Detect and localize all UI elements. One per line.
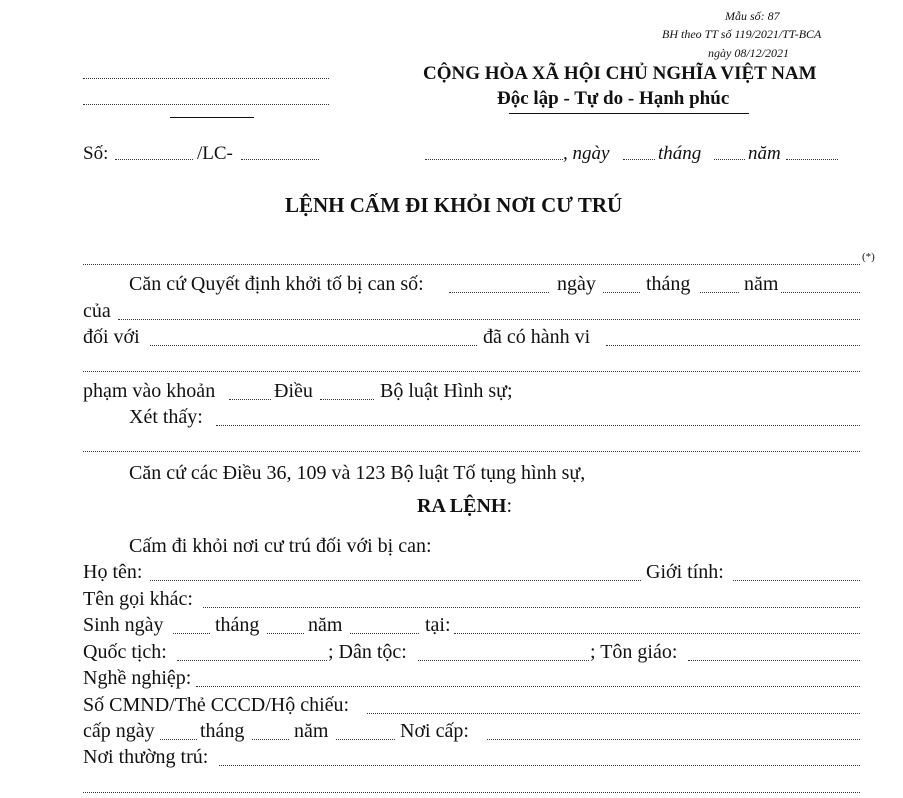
decision-day-field[interactable] (603, 292, 640, 293)
decision-year-field[interactable] (781, 292, 860, 293)
date-month-field[interactable] (714, 159, 745, 160)
issue-day-field[interactable] (160, 739, 197, 740)
occupation-field[interactable] (196, 686, 860, 687)
order-heading-text: RA LỆNH (417, 495, 507, 517)
birth-place-label: tại: (425, 614, 451, 636)
full-name-label: Họ tên: (83, 561, 143, 583)
permanent-residence-field[interactable] (219, 765, 860, 766)
clause-label: phạm vào khoản (83, 380, 216, 402)
against-field[interactable] (150, 345, 477, 346)
decision-month-label: tháng (646, 273, 691, 295)
alias-label: Tên gọi khác: (83, 588, 193, 610)
number-label: Số: (83, 143, 109, 164)
considering-label: Xét thấy: (129, 406, 203, 428)
date-day-label: , ngày (563, 143, 610, 164)
behavior-label: đã có hành vi (483, 326, 591, 348)
birth-year-field[interactable] (350, 633, 419, 634)
lc-suffix-field[interactable] (241, 159, 319, 160)
decision-day-label: ngày (557, 273, 596, 295)
gender-field[interactable] (733, 580, 860, 581)
date-year-label: năm (748, 143, 781, 164)
nation-heading: CỘNG HÒA XÃ HỘI CHỦ NGHĨA VIỆT NAM (423, 63, 817, 84)
date-year-field[interactable] (786, 159, 838, 160)
issuer-line[interactable] (83, 264, 860, 265)
id-number-field[interactable] (367, 713, 860, 714)
motto-underline (509, 113, 749, 114)
religion-field[interactable] (688, 660, 860, 661)
legal-basis-text: Căn cứ các Điều 36, 109 và 123 Bộ luật Tố tụng hình sự, (129, 462, 586, 484)
issue-month-field[interactable] (252, 739, 289, 740)
against-label: đối với (83, 326, 140, 348)
decision-year-label: năm (744, 273, 779, 295)
prohibition-text: Cấm đi khỏi nơi cư trú đối với bị can: (129, 535, 432, 557)
of-label: của (83, 300, 111, 322)
permanent-residence-label: Nơi thường trú: (83, 746, 209, 768)
issue-year-field[interactable] (336, 739, 395, 740)
birth-day-label: Sinh ngày (83, 614, 164, 636)
motto: Độc lập - Tự do - Hạnh phúc (497, 88, 730, 109)
ethnicity-label: ; Dân tộc: (328, 641, 407, 663)
alias-field[interactable] (203, 607, 860, 608)
occupation-label: Nghề nghiệp: (83, 667, 192, 689)
criminal-code-label: Bộ luật Hình sự; (380, 380, 513, 402)
birth-month-label: tháng (215, 614, 260, 636)
nationality-label: Quốc tịch: (83, 641, 167, 663)
considering-field[interactable] (216, 425, 860, 426)
religion-label: ; Tôn giáo: (590, 641, 678, 663)
ethnicity-field[interactable] (418, 660, 589, 661)
form-number: Mẫu số: 87 (725, 9, 780, 23)
issue-day-label: cấp ngày (83, 720, 155, 742)
behavior-field-continued[interactable] (83, 371, 860, 372)
order-heading-colon: : (506, 495, 513, 517)
agency-line-1[interactable] (83, 78, 329, 79)
birth-year-label: năm (308, 614, 343, 636)
nationality-field[interactable] (177, 660, 327, 661)
clause-field[interactable] (229, 399, 271, 400)
decision-month-field[interactable] (700, 292, 739, 293)
lc-label: /LC- (197, 143, 233, 164)
star-note: (*) (862, 251, 875, 263)
issue-year-label: năm (294, 720, 329, 742)
date-day-field[interactable] (623, 159, 655, 160)
document-title: LỆNH CẤM ĐI KHỎI NƠI CƯ TRÚ (285, 193, 623, 217)
number-field[interactable] (115, 159, 193, 160)
gender-label: Giới tính: (646, 561, 724, 583)
full-name-field[interactable] (150, 580, 641, 581)
decision-number-field[interactable] (449, 292, 549, 293)
order-heading (417, 495, 512, 518)
of-field[interactable] (118, 319, 860, 320)
place-field[interactable] (425, 159, 563, 160)
issue-place-field[interactable] (487, 739, 860, 740)
issue-place-label: Nơi cấp: (400, 720, 469, 742)
considering-field-continued[interactable] (83, 451, 860, 452)
article-label: Điều (274, 380, 313, 402)
issue-month-label: tháng (200, 720, 245, 742)
agency-line-2[interactable] (83, 104, 329, 105)
decision-basis-label: Căn cứ Quyết định khởi tố bị can số: (129, 273, 424, 295)
id-number-label: Số CMND/Thẻ CCCD/Hộ chiếu: (83, 694, 350, 716)
agency-underline (170, 117, 254, 118)
birth-month-field[interactable] (267, 633, 304, 634)
issued-by-circular: BH theo TT số 119/2021/TT-BCA (662, 27, 822, 41)
birth-day-field[interactable] (173, 633, 210, 634)
permanent-residence-field-continued[interactable] (83, 792, 860, 793)
article-field[interactable] (320, 399, 374, 400)
birth-place-field[interactable] (454, 633, 860, 634)
behavior-field[interactable] (606, 345, 860, 346)
issued-date: ngày 08/12/2021 (708, 46, 789, 60)
date-month-label: tháng (658, 143, 702, 164)
